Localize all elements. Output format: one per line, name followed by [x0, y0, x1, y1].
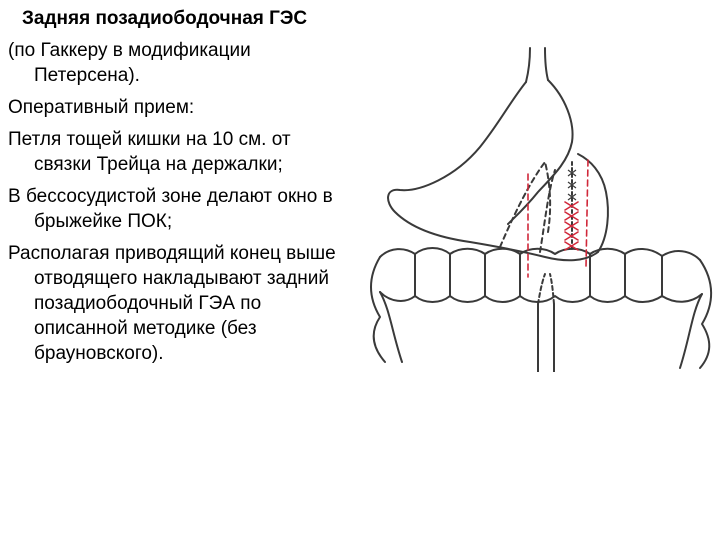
paragraph-step-mesocolon-window: В бессосудистой зоне делают окно в брыжейке ПОК;	[8, 186, 333, 232]
slide-title: Задняя позадиободочная ГЭС	[22, 8, 308, 29]
slide-text	[8, 6, 346, 373]
stomach-colon-anastomosis-drawing-icon	[340, 42, 720, 377]
paragraph-step-jejunum-loop: Петля тощей кишки на 10 см. от связки Трейца на держалки;	[8, 129, 291, 175]
paragraph-method: (по Гаккеру в модификации Петерсена).	[8, 40, 251, 86]
paragraph-step-anastomosis: Располагая приводящий конец выше отводящего накладывают задний позадиободочный ГЭА по описанной методике (без брауновского).	[8, 243, 336, 364]
paragraph-technique-heading: Оперативный прием:	[8, 97, 195, 118]
